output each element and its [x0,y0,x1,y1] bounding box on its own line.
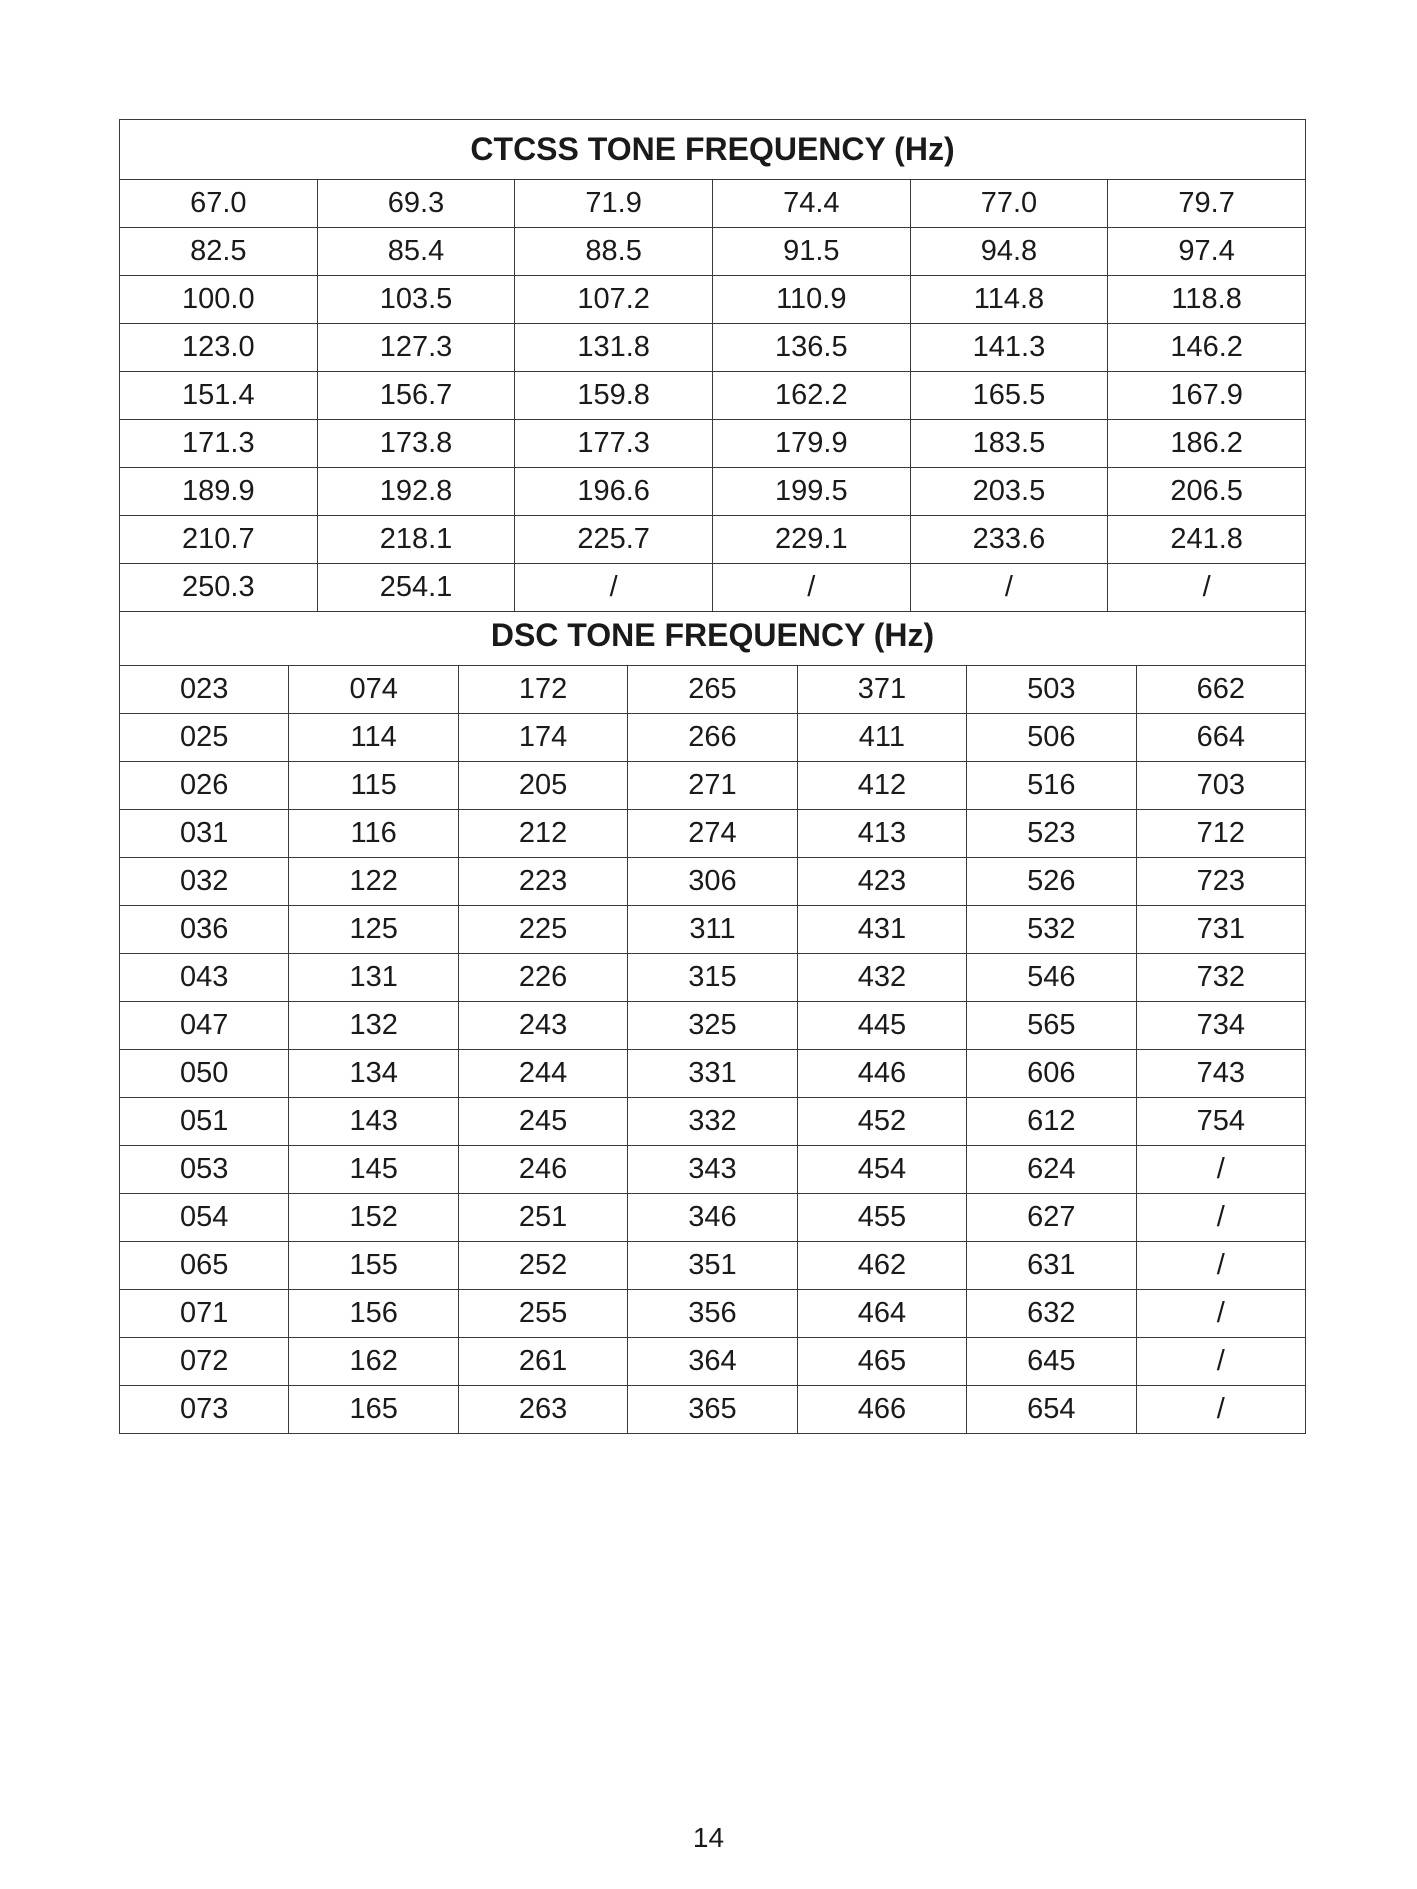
table-cell: 624 [967,1146,1136,1194]
table-cell: 606 [967,1050,1136,1098]
table-cell: / [515,564,713,612]
table-cell: 532 [967,906,1136,954]
table-cell: 732 [1136,954,1305,1002]
table-cell: 155 [289,1242,458,1290]
table-cell: 703 [1136,762,1305,810]
ctcss-table [119,119,1306,612]
table-cell: 454 [797,1146,966,1194]
table-cell: 91.5 [712,228,910,276]
table-cell: 174 [458,714,627,762]
table-cell: 186.2 [1108,420,1306,468]
table-cell: 246 [458,1146,627,1194]
table-cell: 173.8 [317,420,515,468]
table-cell: 225.7 [515,516,713,564]
table-cell: 151.4 [120,372,318,420]
table-cell: / [910,564,1108,612]
table-cell: / [1136,1290,1305,1338]
table-cell: 165 [289,1386,458,1434]
table-cell: 266 [628,714,797,762]
table-cell: 026 [120,762,289,810]
dsc-title: DSC TONE FREQUENCY (Hz) [120,606,1306,666]
table-row [120,1386,1306,1434]
table-cell: 612 [967,1098,1136,1146]
table-cell: 156 [289,1290,458,1338]
table-cell: 205 [458,762,627,810]
table-cell: 365 [628,1386,797,1434]
table-cell: 464 [797,1290,966,1338]
table-cell: 632 [967,1290,1136,1338]
table-cell: 025 [120,714,289,762]
table-cell: 183.5 [910,420,1108,468]
table-cell: 043 [120,954,289,1002]
table-cell: 412 [797,762,966,810]
table-cell: 712 [1136,810,1305,858]
table-cell: 074 [289,666,458,714]
table-cell: 131 [289,954,458,1002]
table-cell: 134 [289,1050,458,1098]
table-cell: 371 [797,666,966,714]
table-cell: 423 [797,858,966,906]
table-cell: 254.1 [317,564,515,612]
table-cell: 565 [967,1002,1136,1050]
table-row [120,906,1306,954]
table-cell: 351 [628,1242,797,1290]
table-cell: 516 [967,762,1136,810]
table-cell: 82.5 [120,228,318,276]
table-row [120,564,1306,612]
table-cell: 241.8 [1108,516,1306,564]
table-cell: 523 [967,810,1136,858]
table-cell: 251 [458,1194,627,1242]
table-row [120,858,1306,906]
table-row [120,1194,1306,1242]
table-row [120,1290,1306,1338]
table-cell: 159.8 [515,372,713,420]
table-cell: 466 [797,1386,966,1434]
table-cell: / [1136,1338,1305,1386]
table-cell: 432 [797,954,966,1002]
table-cell: 654 [967,1386,1136,1434]
table-cell: 114.8 [910,276,1108,324]
table-cell: 631 [967,1242,1136,1290]
table-row [120,1098,1306,1146]
table-cell: 107.2 [515,276,713,324]
table-cell: 218.1 [317,516,515,564]
table-cell: 664 [1136,714,1305,762]
table-cell: 189.9 [120,468,318,516]
table-cell: 132 [289,1002,458,1050]
table-cell: 77.0 [910,180,1108,228]
table-cell: 245 [458,1098,627,1146]
table-cell: 645 [967,1338,1136,1386]
table-cell: 229.1 [712,516,910,564]
table-cell: 116 [289,810,458,858]
table-cell: 315 [628,954,797,1002]
table-cell: 152 [289,1194,458,1242]
table-row [120,1242,1306,1290]
table-cell: 754 [1136,1098,1305,1146]
table-cell: 192.8 [317,468,515,516]
table-cell: 171.3 [120,420,318,468]
dsc-table [119,606,1306,1434]
table-cell: 731 [1136,906,1305,954]
table-cell: 662 [1136,666,1305,714]
table-cell: 261 [458,1338,627,1386]
ctcss-table-body [120,120,1306,612]
table-row [120,324,1306,372]
table-cell: 023 [120,666,289,714]
table-cell: 411 [797,714,966,762]
table-cell: 445 [797,1002,966,1050]
table-cell: 123.0 [120,324,318,372]
table-cell: 743 [1136,1050,1305,1098]
table-cell: 145 [289,1146,458,1194]
table-row [120,666,1306,714]
table-cell: 250.3 [120,564,318,612]
table-cell: 141.3 [910,324,1108,372]
table-cell: 053 [120,1146,289,1194]
dsc-title-row [120,606,1306,666]
ctcss-title: CTCSS TONE FREQUENCY (Hz) [120,120,1306,180]
table-cell: 125 [289,906,458,954]
table-cell: 212 [458,810,627,858]
table-row [120,468,1306,516]
table-cell: / [1136,1242,1305,1290]
table-cell: 114 [289,714,458,762]
table-cell: 263 [458,1386,627,1434]
table-cell: 199.5 [712,468,910,516]
table-cell: 306 [628,858,797,906]
table-cell: 131.8 [515,324,713,372]
table-cell: / [1136,1194,1305,1242]
table-row [120,1050,1306,1098]
table-cell: 073 [120,1386,289,1434]
table-cell: 465 [797,1338,966,1386]
table-cell: 413 [797,810,966,858]
table-cell: 100.0 [120,276,318,324]
table-row [120,714,1306,762]
table-cell: 179.9 [712,420,910,468]
table-cell: 69.3 [317,180,515,228]
table-cell: 526 [967,858,1136,906]
page-number: 14 [692,1822,725,1853]
table-cell: 67.0 [120,180,318,228]
table-row [120,1146,1306,1194]
dsc-table-body [120,606,1306,1434]
table-cell: 452 [797,1098,966,1146]
table-cell: / [1136,1386,1305,1434]
table-cell: 050 [120,1050,289,1098]
table-cell: 627 [967,1194,1136,1242]
table-cell: 325 [628,1002,797,1050]
table-cell: 032 [120,858,289,906]
table-cell: 146.2 [1108,324,1306,372]
table-row [120,516,1306,564]
table-cell: 226 [458,954,627,1002]
table-cell: 311 [628,906,797,954]
table-cell: 346 [628,1194,797,1242]
table-cell: 71.9 [515,180,713,228]
table-cell: 243 [458,1002,627,1050]
table-cell: 110.9 [712,276,910,324]
table-row [120,372,1306,420]
table-cell: 79.7 [1108,180,1306,228]
table-cell: 162.2 [712,372,910,420]
table-cell: 74.4 [712,180,910,228]
table-cell: 177.3 [515,420,713,468]
table-cell: 332 [628,1098,797,1146]
table-cell: 143 [289,1098,458,1146]
table-cell: 455 [797,1194,966,1242]
table-row [120,762,1306,810]
table-cell: 054 [120,1194,289,1242]
table-cell: 88.5 [515,228,713,276]
table-cell: 85.4 [317,228,515,276]
table-cell: 343 [628,1146,797,1194]
table-cell: 255 [458,1290,627,1338]
table-cell: 723 [1136,858,1305,906]
table-row [120,810,1306,858]
table-cell: 210.7 [120,516,318,564]
table-cell: 206.5 [1108,468,1306,516]
table-cell: 203.5 [910,468,1108,516]
table-cell: 115 [289,762,458,810]
table-cell: 196.6 [515,468,713,516]
table-cell: 165.5 [910,372,1108,420]
table-cell: 252 [458,1242,627,1290]
table-cell: 172 [458,666,627,714]
table-row [120,954,1306,1002]
table-cell: 431 [797,906,966,954]
table-cell: 446 [797,1050,966,1098]
table-cell: 118.8 [1108,276,1306,324]
table-cell: 036 [120,906,289,954]
table-cell: / [1108,564,1306,612]
table-cell: 233.6 [910,516,1108,564]
table-cell: 072 [120,1338,289,1386]
table-cell: 223 [458,858,627,906]
table-cell: 047 [120,1002,289,1050]
table-cell: 156.7 [317,372,515,420]
table-cell: 271 [628,762,797,810]
table-cell: 136.5 [712,324,910,372]
table-cell: 071 [120,1290,289,1338]
table-cell: 506 [967,714,1136,762]
table-cell: 065 [120,1242,289,1290]
table-cell: 274 [628,810,797,858]
table-cell: 94.8 [910,228,1108,276]
ctcss-title-row [120,120,1306,180]
table-cell: 031 [120,810,289,858]
table-cell: 364 [628,1338,797,1386]
table-row [120,276,1306,324]
table-cell: 103.5 [317,276,515,324]
table-row [120,180,1306,228]
table-cell: 127.3 [317,324,515,372]
table-cell: 122 [289,858,458,906]
table-cell: 734 [1136,1002,1305,1050]
table-row [120,420,1306,468]
table-cell: 265 [628,666,797,714]
table-cell: / [1136,1146,1305,1194]
table-row [120,1338,1306,1386]
table-cell: 462 [797,1242,966,1290]
table-cell: 97.4 [1108,228,1306,276]
table-row [120,1002,1306,1050]
table-cell: 244 [458,1050,627,1098]
table-cell: 331 [628,1050,797,1098]
table-row [120,228,1306,276]
table-cell: 225 [458,906,627,954]
table-cell: 051 [120,1098,289,1146]
table-cell: 167.9 [1108,372,1306,420]
table-cell: 503 [967,666,1136,714]
table-cell: / [712,564,910,612]
table-cell: 546 [967,954,1136,1002]
table-cell: 356 [628,1290,797,1338]
table-cell: 162 [289,1338,458,1386]
